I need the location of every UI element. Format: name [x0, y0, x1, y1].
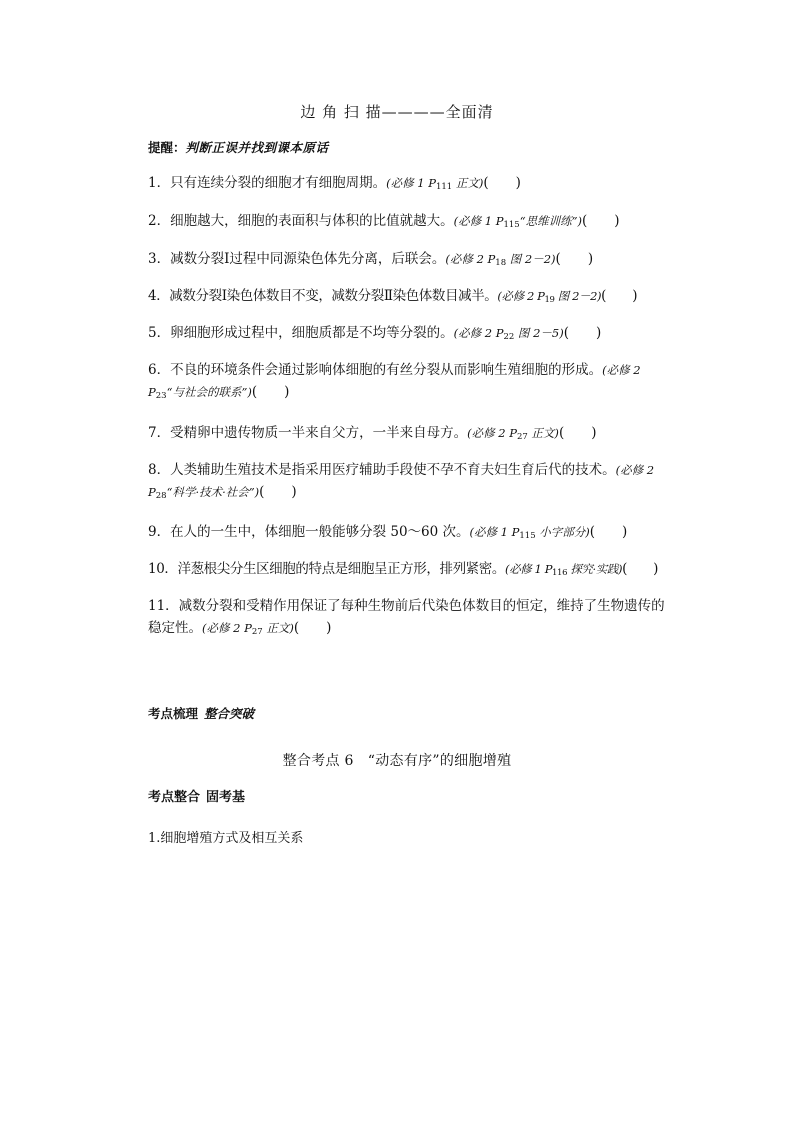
- statement-source: [445, 252, 555, 266]
- source-prefix: (必修 2 P: [148, 463, 655, 499]
- statement-item: [148, 210, 676, 236]
- subsection-item-title: 1.细胞增殖方式及相互关系: [148, 831, 304, 846]
- tip-text: 判断正误并找到课本原话: [185, 140, 329, 155]
- source-prefix: (必修 2 P: [445, 252, 496, 266]
- source-suffix: 图 2－5): [514, 326, 564, 340]
- source-prefix: (必修 2 P: [467, 426, 517, 440]
- statement-text: 3．减数分裂Ⅰ过程中同源染色体先分离，后联会。: [148, 251, 446, 267]
- source-prefix: (必修 2 P: [497, 289, 545, 303]
- answer-blank: ( ): [251, 384, 290, 400]
- source-page: 27: [516, 432, 528, 442]
- section-label-sub: 整合突破: [204, 706, 255, 721]
- source-page: 116: [552, 568, 568, 578]
- statement-text: 10．洋葱根尖分生区细胞的特点是细胞呈正方形，排列紧密。: [148, 561, 505, 577]
- statement-source: [454, 326, 564, 340]
- subsection-heading-sub: 固考基: [206, 790, 246, 805]
- subsection-heading-main: 考点整合: [148, 790, 201, 805]
- statement-item: [148, 285, 676, 311]
- page-title: 边 角 扫 描————全面清: [300, 103, 494, 121]
- answer-blank: ( ): [563, 325, 602, 341]
- statement-item: [148, 322, 676, 348]
- source-page: 19: [544, 295, 555, 305]
- source-suffix: 图 2－2): [554, 289, 602, 303]
- statement-text: 8．人类辅助生殖技术是指采用医疗辅助手段使不孕不育夫妇生育后代的技术。: [148, 462, 616, 478]
- statement-source: [386, 176, 483, 190]
- statement-item: [148, 558, 676, 584]
- topic-number: 整合考点 6: [282, 753, 354, 769]
- source-prefix: (必修 1 P: [386, 176, 436, 190]
- statement-item: [148, 172, 676, 198]
- statement-source: [497, 289, 601, 303]
- answer-blank: ( ): [581, 213, 620, 229]
- source-suffix: “科学·技术·社会”): [166, 485, 260, 499]
- source-prefix: (必修 1 P: [453, 214, 504, 228]
- statement-source: [202, 621, 294, 635]
- answer-blank: ( ): [293, 620, 332, 636]
- statement-source: [467, 426, 559, 440]
- statement-text: 6．不良的环境条件会通过影响体细胞的有丝分裂从而影响生殖细胞的形成。: [148, 362, 603, 378]
- source-page: 111: [435, 182, 453, 192]
- source-prefix: (必修 2 P: [453, 326, 504, 340]
- statement-item: [148, 521, 676, 547]
- source-page: 28: [155, 491, 167, 501]
- statement-text: 2．细胞越大，细胞的表面积与体积的比值就越大。: [148, 213, 454, 229]
- topic-title: [0, 750, 794, 770]
- statement-item: [148, 248, 676, 274]
- source-suffix: 探究·实践): [567, 562, 623, 576]
- section-label-main: 考点梳理: [148, 706, 199, 721]
- answer-blank: ( ): [589, 524, 628, 540]
- subsection-heading: [148, 786, 245, 805]
- source-suffix: 图 2－2): [506, 252, 556, 266]
- source-suffix: 正文): [262, 621, 294, 635]
- source-page: 115: [503, 220, 520, 230]
- source-page: 18: [495, 258, 507, 268]
- source-suffix: 小字部分): [535, 525, 590, 539]
- statement-item: [148, 459, 676, 507]
- source-prefix: (必修 2 P: [148, 363, 641, 399]
- statement-text: 9．在人的一生中，体细胞一般能够分裂 50～60 次。: [148, 524, 470, 540]
- tip-label: 提醒：: [148, 140, 186, 155]
- source-suffix: 正文): [452, 176, 484, 190]
- section-label: [148, 704, 254, 722]
- statement-text: 1．只有连续分裂的细胞才有细胞周期。: [148, 175, 387, 191]
- source-page: 115: [519, 531, 536, 541]
- statement-item: [148, 595, 676, 643]
- statement-source: [470, 525, 590, 539]
- tip-line: [148, 138, 329, 156]
- answer-blank: ( ): [555, 251, 594, 267]
- statement-text: 5．卵细胞形成过程中，细胞质都是不均等分裂的。: [148, 325, 454, 341]
- answer-blank: ( ): [601, 288, 638, 304]
- source-page: 22: [503, 332, 515, 342]
- statement-text: 7．受精卵中遗传物质一半来自父方，一半来自母方。: [148, 425, 468, 441]
- statement-text: 4．减数分裂Ⅰ染色体数目不变，减数分裂Ⅱ染色体数目减半。: [148, 288, 498, 304]
- answer-blank: ( ): [483, 175, 521, 191]
- answer-blank: ( ): [622, 561, 659, 577]
- source-suffix: “思维训练”): [519, 214, 582, 228]
- answer-blank: ( ): [259, 484, 297, 500]
- answer-blank: ( ): [558, 425, 597, 441]
- statement-item: [148, 422, 676, 448]
- statement-item: [148, 359, 676, 407]
- source-prefix: (必修 1 P: [469, 525, 520, 539]
- source-page: 23: [155, 391, 167, 401]
- topic-name: “动态有序”的细胞增殖: [367, 753, 512, 769]
- statement-source: [454, 214, 582, 228]
- statement-source: [505, 562, 622, 576]
- statement-text: 11．减数分裂和受精作用保证了每种生物前后代染色体数目的恒定，维持了生物遗传的稳定性。: [148, 598, 665, 636]
- source-suffix: “与社会的联系”): [166, 385, 252, 399]
- source-page: 27: [251, 627, 263, 637]
- source-prefix: (必修 1 P: [504, 562, 553, 576]
- source-prefix: (必修 2 P: [202, 621, 252, 635]
- source-suffix: 正文): [527, 426, 559, 440]
